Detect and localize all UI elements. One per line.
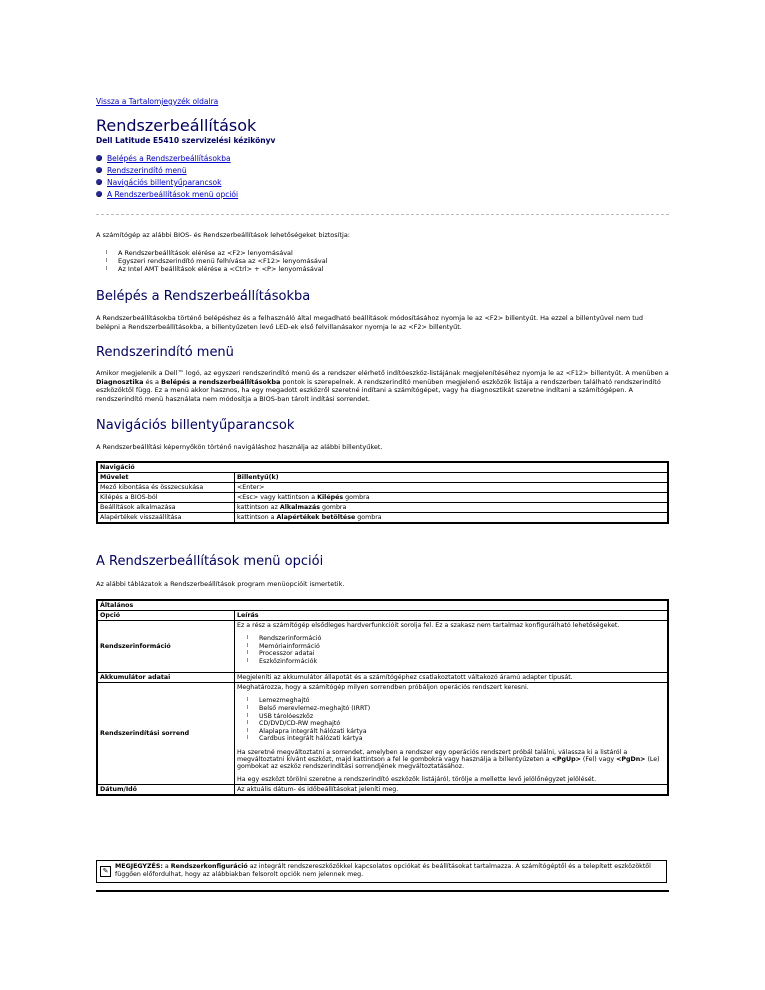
- toc-item: [96, 154, 238, 166]
- toc-link-belepes[interactable]: Belépés a Rendszerbeállításokba: [107, 154, 231, 163]
- toc-link-rendszerindito[interactable]: Rendszerindító menü: [107, 166, 187, 175]
- list-item: l Egyszeri rendszerindító menü felhívása az <F12> lenyomásával: [96, 257, 328, 265]
- table-row: Kilépés a BIOS-ból <Esc> vagy kattintson a Kilépés gombra: [97, 493, 668, 503]
- toc-link-navigacios[interactable]: Navigációs billentyűparancsok: [107, 178, 222, 187]
- table-row: Akkumulátor adatai Megjeleníti az akkumulátor állapotát és a számítógéphez csatlakoztatott váltakozó áramú adapter típusát.: [97, 673, 668, 683]
- section-heading-rendszerindito: Rendszerindító menü: [96, 345, 234, 360]
- toc-link-menu-opciok[interactable]: A Rendszerbeállítások menü opciói: [107, 190, 239, 199]
- section-heading-navigacios: Navigációs billentyűparancsok: [96, 418, 295, 433]
- section-text-belepes: A Rendszerbeállításokba történő belépéshez és a felhasználó által megadható beállítások módosításához nyomja le az <F2> billentyűt. Ha ezzel a billentyűvel nem tud belépni a Rendszerbeállításokba, a billentyűzeten levő LED-ek első felvillanásakor nyomja le az <F2> billentyűt.: [96, 314, 644, 331]
- page-title: Rendszerbeállítások: [96, 116, 257, 135]
- intro-list: [96, 249, 328, 274]
- bullet-icon: [96, 155, 102, 161]
- bullet-icon: [96, 167, 102, 173]
- bottom-divider: [96, 890, 669, 892]
- note-pencil-icon: ✎: [100, 866, 111, 877]
- table-row: Rendszerindítási sorrend Meghatározza, hogy a számítógép milyen sorrendben próbáljon operációs rendszert keresni. l Lemezmeghajtó l Belső merevlemez-meghajtó (IRRT) l USB tárolóeszköz l CD/DVD/CD-RW meghajtó l Alaplapra integrált hálózati kártya l Cardbus integrált hálózati kártya Ha szeretné megváltoztatni a sorrendet, amelyben a rendszer egy operációs rendszert próbál találni, válassza ki a listáról a megváltoztatni kívánt eszközt, majd kattintson a fel le gombokra vagy használja a billentyűzeten a <PgUp> (Fel) vagy <PgDn> (Le) gombokat az eszköz rendszerindítási sorrendjének megváltoztatásához. Ha egy eszközt törölni szeretne a rendszerindító eszközök listájáról, törölje a mellette levő jelölőnégyzet jelölését.: [97, 683, 668, 785]
- general-options-table: [96, 599, 669, 796]
- bullet-icon: [96, 179, 102, 185]
- toc-item: [96, 166, 238, 178]
- note-box: ✎ MEGJEGYZÉS: a Rendszerkonfiguráció az integrált rendszereszközökkel kapcsolatos opciókat és beállításokat tartalmazza. A számítógéptől és a telepített eszközöktől függően előfordulhat, hogy az alábbiakban felsorolt opciók nem jelennek meg.: [96, 860, 667, 883]
- toc-item: [96, 178, 238, 190]
- table-row: Dátum/Idő Az aktuális dátum- és időbeállításokat jeleníti meg.: [97, 784, 668, 795]
- table-row: Rendszerinformáció Ez a rész a számítógép elsődleges hardverfunkcióit sorolja fel. Ez a szakasz nem tartalmaz konfigurálható lehetőségeket. l Rendszerinformáció l Memóriainformáció l Processzor adatai l Eszközinformációk: [97, 621, 668, 673]
- table-row: Beállítások alkalmazása kattintson az Alkalmazás gombra: [97, 503, 668, 513]
- list-item: l Az Intel AMT beállítások elérése a <Ctrl> + <P> lenyomásával: [96, 265, 328, 273]
- table-title: Általános: [97, 600, 668, 611]
- toc-item: [96, 190, 238, 202]
- list-item: l A Rendszerbeállítások elérése az <F2> lenyomásával: [96, 249, 328, 257]
- toc-list: [96, 154, 238, 202]
- section-text-menu-opciok: Az alábbi táblázatok a Rendszerbeállítások program menüopcióit ismertetik.: [96, 580, 345, 588]
- page-subtitle: Dell Latitude E5410 szervizelési kézikönyv: [96, 136, 276, 145]
- intro-text: A számítógép az alábbi BIOS- és Rendszerbeállítások lehetőségeket biztosítja:: [96, 231, 350, 239]
- column-header: Opció: [97, 611, 235, 621]
- section-heading-menu-opciok: A Rendszerbeállítások menü opciói: [96, 554, 324, 569]
- table-row: Alapértékek visszaállítása kattintson a Alapértékek betöltése gombra: [97, 513, 668, 524]
- table-title: Navigáció: [97, 462, 668, 473]
- bullet-icon: [96, 191, 102, 197]
- column-header: Leírás: [235, 611, 669, 621]
- column-header: Billentyű(k): [235, 473, 669, 483]
- section-heading-belepes: Belépés a Rendszerbeállításokba: [96, 289, 311, 304]
- column-header: Művelet: [97, 473, 235, 483]
- back-to-contents-link[interactable]: Vissza a Tartalomjegyzék oldalra: [96, 97, 219, 106]
- section-text-navigacios: A Rendszerbeállítási képernyőkön történő navigáláshoz használja az alábbi billentyűket.: [96, 443, 383, 451]
- navigation-table: [96, 461, 669, 524]
- table-row: Mező kibontása és összecsukása <Enter>: [97, 483, 668, 493]
- divider: [96, 214, 669, 215]
- section-text-rendszerindito: Amikor megjelenik a Dell™ logó, az egyszeri rendszerindító menü és a rendszer elérhető indítóeszköz-listájának megjelenítéséhez nyomja le az <F12> billentyűt. A menüben a Diagnosztika és a Belépés a rendszerbeállításokba pontok is szerepelnek. A rendszerindító menüben megjelenő eszközök listája a rendszerben található rendszerindító eszközöktől függ. Ez a menü akkor hasznos, ha egy megadott eszközről szeretné indítani a számítógépet, vagy ha diagnosztikát szeretne indítani a számítógépen. A rendszerindító menü használata nem módosítja a BIOS-ban tárolt indítási sorrendet.: [96, 369, 669, 403]
